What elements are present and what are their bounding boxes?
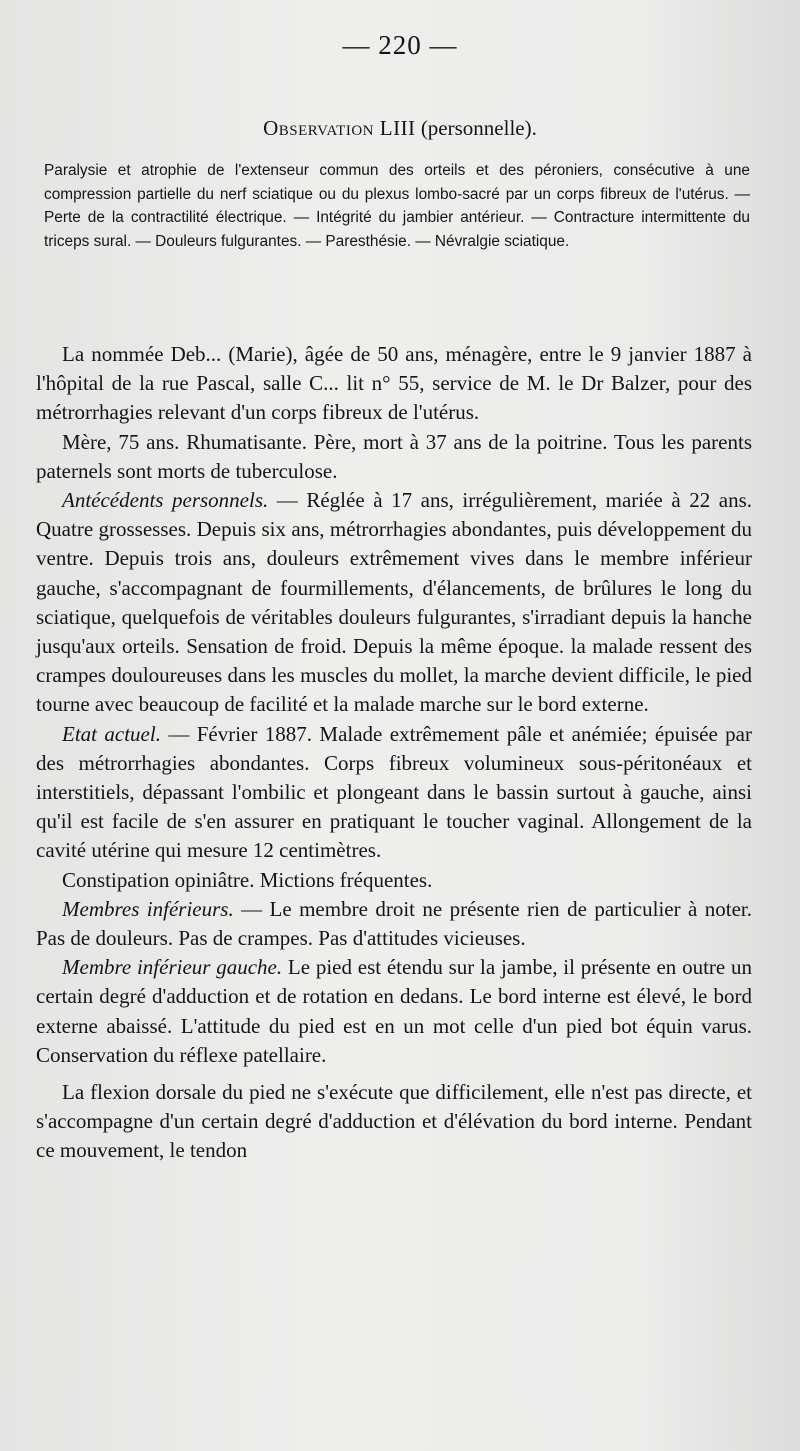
paragraph-text: La flexion dorsale du pied ne s'exécute que difficilement, elle n'est pas directe, et s'accompagne d'un certain degré d'adduction et d'élévation du bord interne. Pendant ce mouvement, le tendon — [36, 1080, 752, 1163]
paragraph-lower-limbs — [36, 895, 752, 953]
paragraph-text: — Réglée à 17 ans, irrégulièrement, mariée à 22 ans. Quatre grossesses. Depuis six ans, métrorrhagies abondantes, puis développement du ventre. Depuis trois ans, douleurs extrêmement vives dans le membre inférieur gauche, s'accompagnant de fourmillements, d'élancements, de brûlures le long du sciatique, quelquefois de véritables douleurs fulgurantes, s'irradiant depuis la hanche jusqu'aux orteils. Sensation de froid. Depuis la même époque. la malade ressent des crampes douloureuses dans les muscles du mollet, la marche devient difficile, le pied tourne avec beaucoup de facilité et la malade marche sur le bord externe. — [36, 488, 752, 717]
paragraph-text: Mère, 75 ans. Rhumatisante. Père, mort à 37 ans de la poitrine. Tous les parents paternels sont morts de tuberculose. — [36, 429, 752, 483]
observation-title — [0, 116, 800, 141]
page-number: — 220 — — [342, 30, 458, 60]
observation-summary: Paralysie et atrophie de l'extenseur commun des orteils et des péroniers, consécutive à une compression partielle du nerf sciatique ou du plexus lombo-sacré par un corps fibreux de l'utérus. — Perte de la contractilité électrique. — Intégrité du jambier antérieur. — Contracture intermittente du triceps sural. — Douleurs fulgurantes. — Paresthésie. — Névralgie sciatique. — [44, 162, 750, 250]
paragraph-text: Constipation opiniâtre. Mictions fréquentes. — [62, 867, 433, 892]
paragraph-family-history — [36, 428, 752, 486]
paragraph-personal-history — [36, 486, 752, 720]
paragraph-lead: Membres inférieurs. — [62, 896, 234, 921]
paragraph-dorsal-flexion — [36, 1078, 752, 1166]
paragraph-constipation — [36, 866, 752, 895]
paragraph-text: — Février 1887. Malade extrêmement pâle et anémiée; épuisée par des métrorrhagies abondantes. Corps fibreux volumineux sous-péritonéaux et interstitiels, dépassant l'ombilic et plongeant dans le bassin surtout à gauche, ainsi qu'il est facile de s'en assurer en pratiquant le toucher vaginal. Allongement de la cavité utérine qui mesure 12 centimètres. — [36, 721, 752, 863]
paragraph-left-limb — [36, 953, 752, 1070]
observation-title-suffix: (personnelle). — [415, 116, 537, 140]
observation-body — [36, 340, 752, 1166]
paragraph-text: Le pied est étendu sur la jambe, il présente en outre un certain degré d'adduction et de rotation en dedans. Le bord interne est élevé, le bord externe abaissé. L'attitude du pied est en un mot celle d'un pied bot équin varus. Conservation du réflexe patellaire. — [36, 955, 752, 1067]
paragraph-current-state — [36, 720, 752, 866]
paragraph-lead: Etat actuel. — [62, 721, 161, 746]
observation-title-label: Observation LIII — [263, 116, 416, 140]
paragraph-text: — Le membre droit ne présente rien de particulier à noter. Pas de douleurs. Pas de crampes. Pas d'attitudes vicieuses. — [36, 896, 753, 951]
paragraph-lead: Membre inférieur gauche. — [62, 955, 283, 980]
paragraph-admission — [36, 340, 752, 428]
paragraph-lead: Antécédents personnels. — [62, 488, 269, 513]
paragraph-text: La nommée Deb... (Marie), âgée de 50 ans, ménagère, entre le 9 janvier 1887 à l'hôpital de la rue Pascal, salle C... lit n° 55, service de M. le Dr Balzer, pour des métrorrhagies relevant d'un corps fibreux de l'utérus. — [36, 342, 752, 425]
